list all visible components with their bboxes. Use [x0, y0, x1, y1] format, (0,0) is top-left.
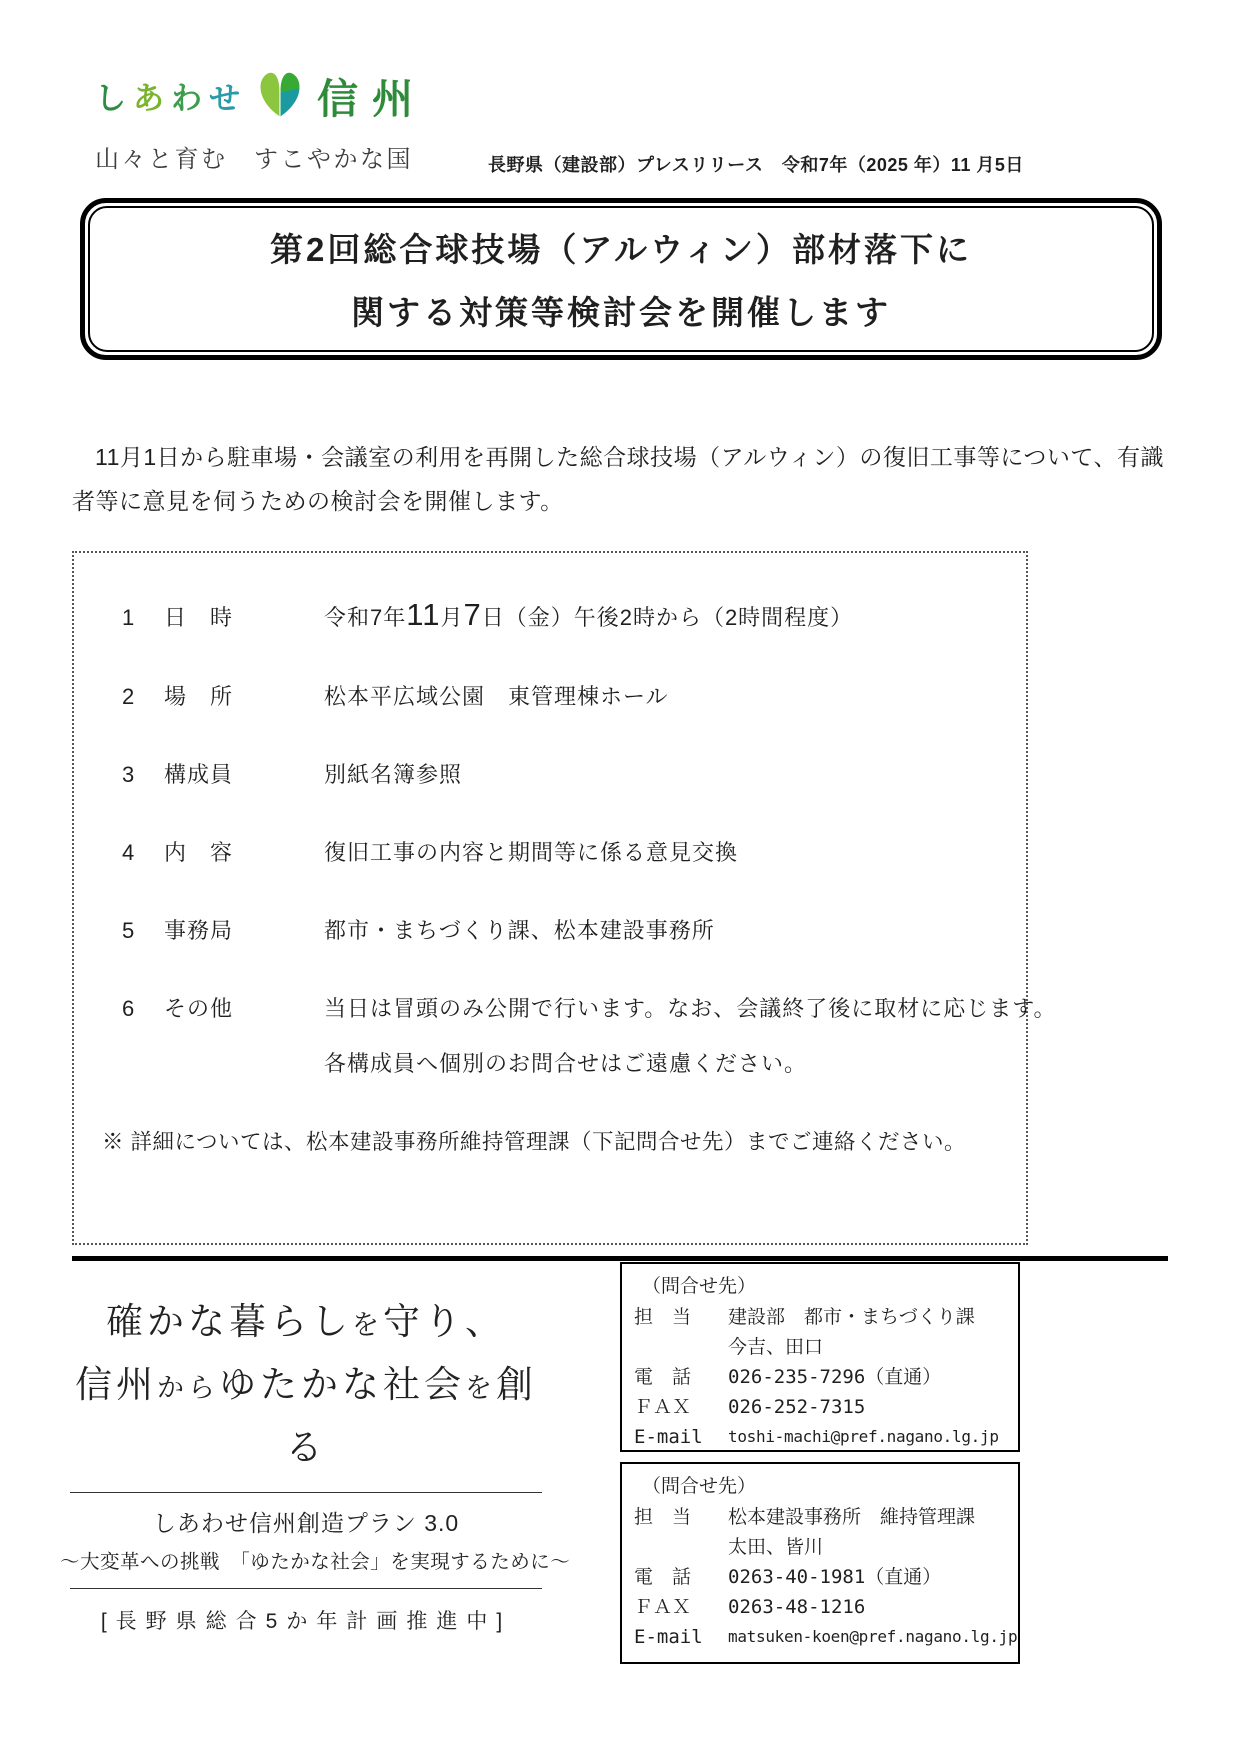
- intro-paragraph: 11月1日から駐車場・会議室の利用を再開した総合球技場（アルウィン）の復旧工事等について、有識者等に意見を伺うための検討会を開催します。: [72, 444, 1164, 514]
- contact-row-phone: 電 話 026-235-7296（直通）: [634, 1366, 942, 1388]
- item-number: 6: [122, 996, 136, 1021]
- details-box: [72, 551, 1057, 1245]
- item-content: 松本平広域公園 東管理棟ホール: [324, 684, 669, 709]
- slogan-line-2: 信州からゆたかな社会を創る: [75, 1364, 537, 1468]
- detail-item-other: [122, 992, 1057, 1078]
- title-line-2: 関する対策等検討会を開催します: [351, 294, 891, 331]
- footer-rule-1: [70, 1492, 542, 1493]
- detail-item-members: [122, 758, 1026, 789]
- footer-slogan-block: [60, 1292, 571, 1635]
- contact-row-fax: ＦＡＸ 0263-48-1216: [634, 1596, 866, 1618]
- title-box: [80, 198, 1162, 360]
- logo-tagline: 山々と育む すこやかな国: [95, 146, 413, 173]
- contact-row-tantou: 担 当 松本建設事務所 維持管理課: [634, 1506, 976, 1528]
- item-label: 場 所: [164, 684, 234, 709]
- item-label: 事務局: [164, 918, 234, 943]
- item-label: 構成員: [164, 762, 234, 787]
- contact-header: （問合せ先）: [642, 1476, 757, 1497]
- press-release-line: 長野県（建設部）プレスリリース 令和7年（2025 年）11 月5日: [488, 155, 1024, 175]
- item-label: 日 時: [164, 605, 234, 630]
- detail-item-secretariat: [122, 914, 1026, 945]
- item-content-line1: 当日は冒頭のみ公開で行います。なお、会議終了後に取材に応じます。: [324, 996, 1057, 1021]
- contact-row-email: E-mail toshi-machi@pref.nagano.lg.jp: [634, 1426, 999, 1448]
- contact-box-toshimachi: [620, 1262, 1020, 1452]
- contact-row-names: 今吉、田口: [728, 1336, 824, 1358]
- contact-row-tantou: 担 当 建設部 都市・まちづくり課: [634, 1306, 975, 1328]
- item-content: 別紙名簿参照: [324, 762, 463, 787]
- promotion-line: [長野県総合5か年計画推進中]: [100, 1610, 512, 1633]
- slogan-line-1: 確かな暮らしを守り、: [106, 1301, 506, 1342]
- item-number: 1: [122, 605, 136, 630]
- detail-item-agenda: [122, 836, 1026, 867]
- contact-row-names: 太田、皆川: [728, 1536, 824, 1558]
- item-label: その他: [164, 996, 234, 1021]
- heart-leaf-logo-icon: [251, 66, 309, 125]
- item-content: 復旧工事の内容と期間等に係る意見交換: [324, 840, 739, 865]
- item-number: 4: [122, 840, 136, 865]
- contact-row-email: E-mail matsuken-koen@pref.nagano.lg.jp: [634, 1626, 1018, 1648]
- item-label: 内 容: [164, 840, 234, 865]
- item-content-line2: 各構成員へ個別のお問合せはご遠慮ください。: [324, 1051, 808, 1076]
- title-box-inner: [88, 206, 1154, 352]
- contact-row-fax: ＦＡＸ 026-252-7315: [634, 1396, 866, 1418]
- item-content: [324, 992, 1056, 1078]
- contact-row-phone: 電 話 0263-40-1981（直通）: [634, 1566, 942, 1588]
- item-content: 都市・まちづくり課、松本建設事務所: [324, 918, 715, 943]
- details-note: ※ 詳細については、松本建設事務所維持管理課（下記問合せ先）までご連絡ください。: [102, 1130, 967, 1154]
- footer-rule-2: [70, 1588, 542, 1589]
- item-content: 令和7年11月7日（金）午後2時から（2時間程度）: [324, 597, 854, 632]
- item-number: 3: [122, 762, 136, 787]
- item-number: 2: [122, 684, 136, 709]
- item-number: 5: [122, 918, 136, 943]
- title-line-1: 第2回総合球技場（アルウィン）部材落下に: [269, 231, 973, 268]
- shinshu-logo: [95, 66, 427, 125]
- plan-name: しあわせ信州創造プラン 3.0: [152, 1510, 460, 1536]
- logo-shinshu-text: 信州: [317, 76, 427, 122]
- contact-box-matsuken: [620, 1462, 1020, 1664]
- contact-header: （問合せ先）: [642, 1276, 757, 1297]
- detail-item-datetime: [122, 597, 1026, 633]
- detail-item-place: [122, 680, 1026, 711]
- logo-shiawase-text: しあわせ: [95, 81, 247, 116]
- horizontal-rule-thick: [72, 1256, 1168, 1261]
- plan-subtitle: ～大変革への挑戦 「ゆたかな社会」を実現するために～: [60, 1551, 571, 1573]
